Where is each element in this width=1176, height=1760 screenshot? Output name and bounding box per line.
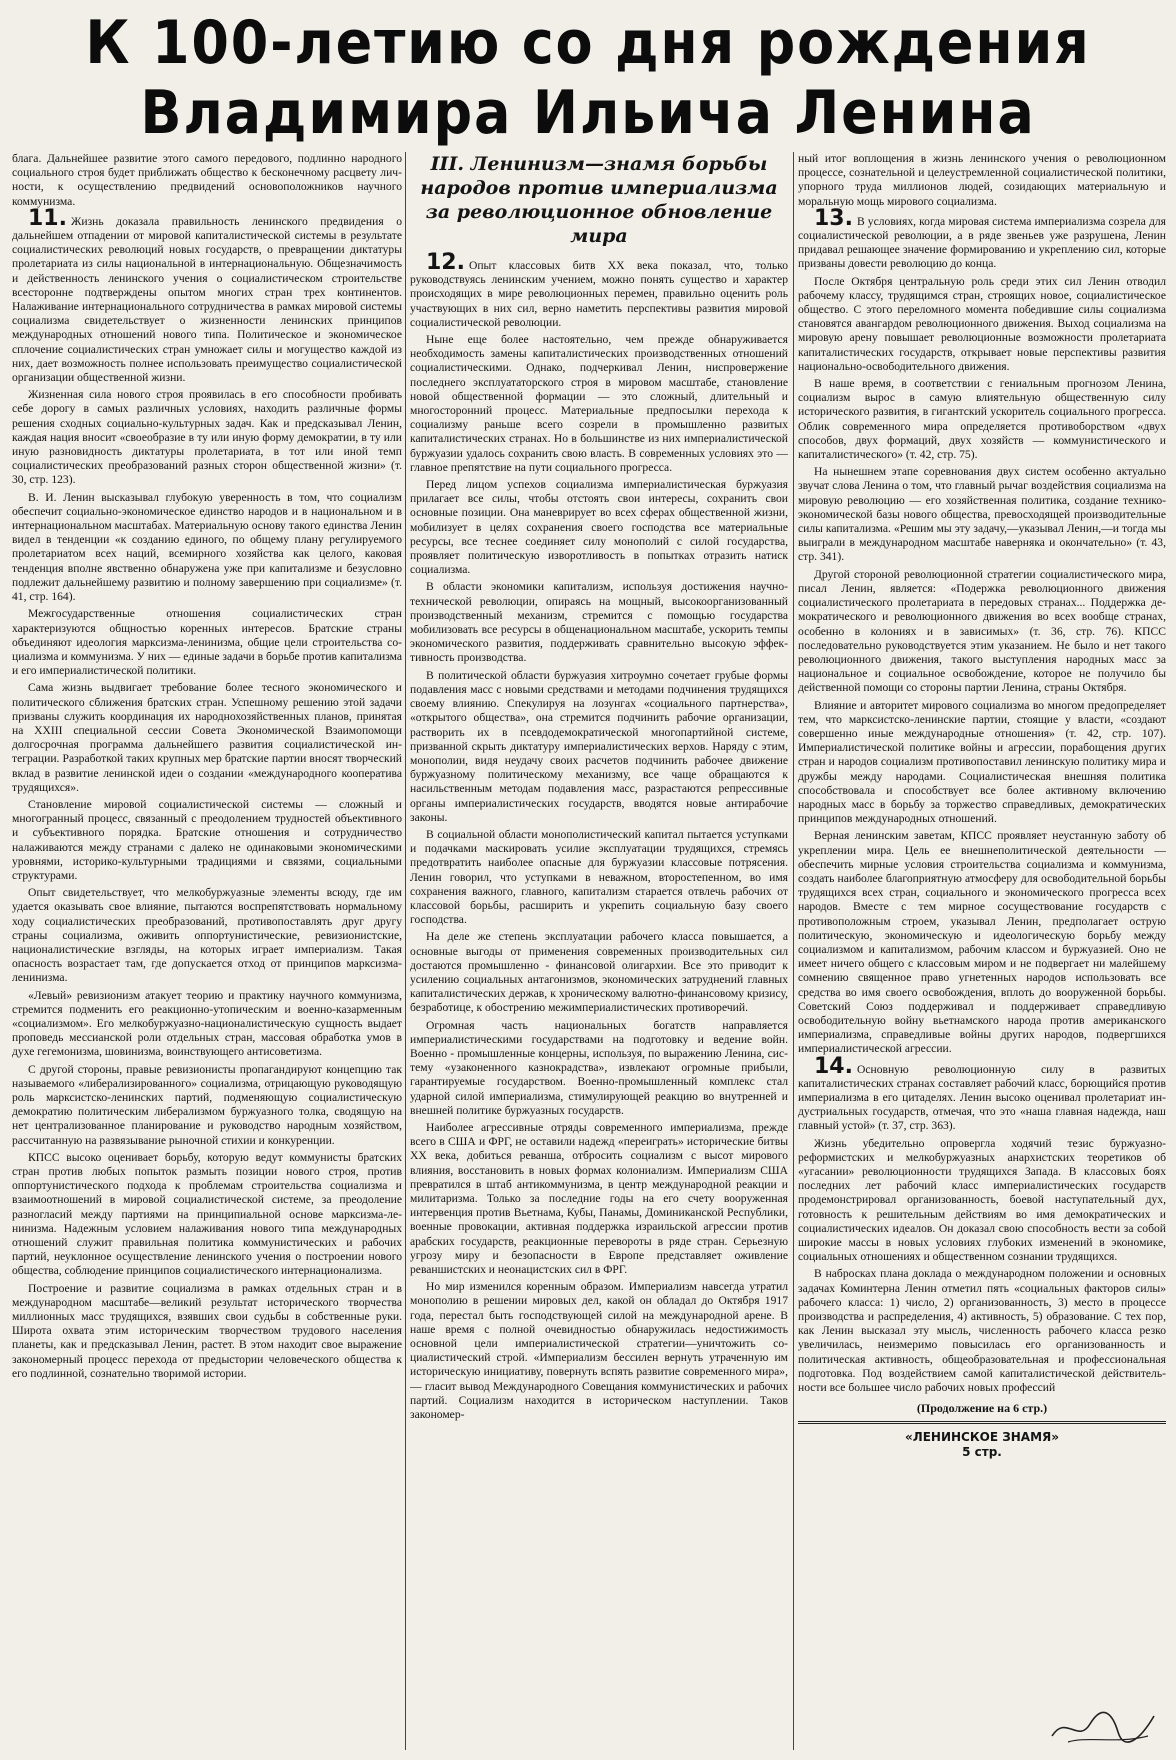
- paragraph-14: [798, 1053, 1166, 1134]
- paragraph: В политической области буржуазия хитроумно сочетает грубые формы подавления масс с новыми средствами и методами подчинения трудящихся своему влиянию. Спекулируя на лозунгах «социального партнерства», «открытого общества», она стремится подчинить рабочие организации, растворить их в псевдодемократической многопартийной системе, призванной скрыть диктатуру империалистических верхов. Наряду с этим, монополии, видя неудачу своих расчетов подчинить рабочее движение буржуазному политическому механизму, все чаще обращаются к насильственным методам подавления масс, разрастаются репрессивные органы империалистических государств, вводятся новые антирабочие законы.: [410, 668, 788, 824]
- paragraph: На нынешнем этапе соревнования двух систем особенно актуально звучат слова Ленина о том, что главный рычаг воздействия социализма на мировую революцию — его хозяйственная политика, создание технико-экономической базы нового общества, превосходящей производительные силы капитализма. «Решим мы эту задачу,—указывал Ленин,—и тогда мы выиграли в международном масштабе наверняка и окончательно» (т. 43, стр. 341).: [798, 465, 1166, 564]
- paragraph: Построение и развитие социализма в рамках отдельных стран и в международном масштабе—великий результат исторического творчества миллионных масс трудящихся, взявших свои судьбы в собственные руки. Широта охвата этим историческим творчеством трудового населения планеты, как и предсказывал Ленин, растет. В этом находит свое выражение закономерный процесс перехода от предыстории человеческого общества к его подлинной, сознательно творимой истории.: [12, 1281, 402, 1380]
- section-number: 14.: [814, 1053, 853, 1079]
- paragraph: В наше время, в соответствии с гениальным прогнозом Ленина, социализм вырос в самую влиятельную общественную силу исторического развития, в гигантский ускоритель социального прогресса. Облик современного мира определяется противоборством «двух способов, двух формаций, двух хозяйств — коммунистического и капиталистического» (т. 42, стр. 75).: [798, 377, 1166, 462]
- handwritten-signature: [1048, 1706, 1158, 1748]
- column-divider: [793, 152, 794, 1750]
- horizontal-rule: [798, 1421, 1166, 1424]
- column-1: [12, 152, 402, 1750]
- footer-page-number: 5 стр.: [962, 1445, 1002, 1460]
- section-title: III. Ленинизм—знамя борьбы народов против империализма за революционное обновление мира: [420, 153, 778, 247]
- paragraph: ный итог воплощения в жизнь ленинского учения о революционном процессе, сознательной и целеустремленной социалистической политики, упорного труда миллионов людей, созидающих материальную и моральную мощь мирового социализма.: [798, 152, 1166, 208]
- column-3: [798, 152, 1166, 1750]
- section-number: 13.: [814, 205, 853, 231]
- paragraph: КПСС высоко оценивает борьбу, которую ведут коммунисты братских стран против любых попыток размыть позиции нового строя, против оппортунистического подхода к проблемам строительства социализма и взаимоотношений в мировой социалистической системе, за преодоление разногласий между партиями на принципиальной основе марксизма-ленинизма. Надежным условием налаживания нового типа международных отношений служит правильная политика коммунистических и рабочих партий, неуклонное осуществление ленинского учения о построении нового общества, соблюдение принципов социалистического интернационализма.: [12, 1150, 402, 1278]
- paragraph: С другой стороны, правые ревизионисты пропагандируют концепцию так называемого «либерализированного» социализма, отрицающую руководящую роль марксистско-ленинских партий, подменяющую социалистическую демократию политическим либерализмом буржуазного толка, сводящую на нет централизованное планирование и руководство народным хозяйством, рассчитанную на развязывание рыночной стихии и конкуренции.: [12, 1062, 402, 1147]
- footer-paper-name: «ЛЕНИНСКОЕ ЗНАМЯ»: [904, 1430, 1060, 1445]
- paragraph: Жизнь убедительно опровергла ходячий тезис буржуазно-реформистских и мелкобуржуазных анархистских теоретиков об «угасании» революционности трудящихся Запада. В классовых боях последних лет рабочий класс империалистических государств продемонстрировал организованность, боевой наступательный дух, готовность к решительным действиям во имя демократических и социалистических идеалов. Он доказал свою способность вести за собой широкие массы в новых условиях глубоких изменений в экономике, социальных отношениях и общественном сознании трудящихся.: [798, 1136, 1166, 1264]
- paragraph-11: [12, 205, 402, 385]
- paragraph: В области экономики капитализм, используя достижения научно-технической революции, опираясь на мощный, высокоорганизованный производственный механизм, стремится с помощью государства мобилизовать все ресурсы в общенациональном масштабе, ускорить темпы экономического развития, поддерживать сравнительно высокую эффективность производства.: [410, 580, 788, 665]
- paragraph-text: Опыт классовых битв XX века показал, что, только руководствуясь ленинским учением, можно понять существо и характер происходящих в мире революционных перемен, правильно оценить роль участвующих в них сил, верно наметить перспективы развития мировой социалистической революции.: [410, 259, 788, 329]
- paragraph: Сама жизнь выдвигает требование более тесного экономического и политического сближения братских стран. Успешному решению этой задачи призваны служить координация их народнохозяйственных планов, принятая на XXIII специальной сессии Совета Экономической Взаимопомощи долгосрочная программа дальнейшего развития социалистической интеграции. Разработкой таких крупных мер братские партии вносят творческий вклад в развитие ленинской идеи о создании «международного кооператива трудящихся».: [12, 681, 402, 794]
- section-number: 11.: [28, 205, 67, 231]
- paragraph: «Левый» ревизионизм атакует теорию и практику научного коммунизма, стремится подменить его реакционно-утопическим и военно-казарменным «социализмом». Его мелкобуржуазно-националистическую сущность выдает проповедь мессианской роли отдельных стран, массовая обработка умов в духе гегемонизма, шовинизма, воинствующего антисоветизма.: [12, 988, 402, 1059]
- paragraph: Становление мировой социалистической системы — сложный и многогранный процесс, связанный с преодолением трудностей объективного и субъективного порядка. Братские отношения и сотрудничество налаживаются между странами с далеко не одинаковыми экономическими уровнями, историко-культурными традициями и связями, социальными структурами.: [12, 797, 402, 882]
- paragraph: Но мир изменился коренным образом. Империализм навсегда утратил монополию в решении мировых дел, какой он обладал до Октября 1917 года, перестал быть господствующей силой на международной арене. В наше время с полной очевидностью обнаружилась недостижимость основной цели империалистической стратегии—уничтожить социалистический строй. «Империализм бессилен вернуть утраченную им историческую инициативу, повернуть вспять развитие современного мира», — гласит вывод Международного Совещания коммунистических и рабочих партий. Социализм находится в историческом наступлении. Таков закономер-: [410, 1280, 788, 1422]
- paragraph: В набросках плана доклада о международном положении и основных задачах Коминтерна Ленин отметил пять «социальных факторов силы» рабочего класса: 1) число, 2) организованность, 3) место в процессе производства и распределения, 4) активность, 5) образование. С тех пор, как Ленин высказал эту мысль, численность рабочего класса резко увеличилась, неизмеримо повысилась его организованность и политическая активность, общеобразовательная и профессиональная подготовка. Под воздействием самой капиталистической действительности все большее число рабочих новых профессий: [798, 1267, 1166, 1395]
- paragraph: блага. Дальнейшее развитие этого самого передового, подлинно народного социального строя будет приближать общество к бесконечному расцвету личности, к осуществлению предвидений основоположников научного коммунизма.: [12, 152, 402, 208]
- column-2: [410, 152, 788, 1750]
- headline: [59, 8, 1117, 148]
- paragraph: Огромная часть национальных богатств направляется империалистическими государствами на подготовку и ведение войн. Военно - промышленные концерны, используя, по выражению Ленина, систему «узаконенного казнокрадства», извлекают огромные прибыли, гарантируемые государством. Военно-промышленный комплекс стал ударной силой империализма, стимулирующей реакцию во внутренней и внешней политике буржуазных государств.: [410, 1018, 788, 1117]
- headline-line-1: К 100-летию со дня рождения: [85, 8, 1091, 78]
- paragraph: Верная ленинским заветам, КПСС проявляет неустанную заботу об укреплении мира. Цель ее внешнеполитической деятельности — обеспечить мирные условия строительства социализма и коммунизма, создать наиболее благоприятную атмосферу для освободительной борьбы трудящихся всех стран, социального и экономического прогресса всех народов. Вместе с тем мирное сосуществование государств с противоположным строем, указывал Ленин, предполагает острую политическую, экономическую и идеологическую борьбу между социализмом и капитализмом, рабочим классом и буржуазией. Оно не имеет ничего общего с классовым миром и не подвергает ни малейшему сомнению священное право угнетенных народов использовать все средства во имя своего освобождения, вплоть до вооруженной борьбы. Советский Союз поддерживал и поддерживает справедливую освободительную войну вьетнамского народа против американского империализма, справедливые войны других народов, подвергшихся империалистической агрессии.: [798, 829, 1166, 1056]
- column-divider: [405, 152, 406, 1750]
- paragraph: На деле же степень эксплуатации рабочего класса повышается, а основные выгоды от применения современных производительных сил достаются промышленно - финансовой олигархии. Все это приводит к усилению социальных антагонизмов, экономических затруднений главных капиталистических держав, к хроническому валютно-финансовому кризису, безработице, к обострению межимпериалистических противоречий.: [410, 930, 788, 1015]
- paragraph: Наиболее агрессивные отряды современного империализма, прежде всего в США и ФРГ, не оставили надежд «переиграть» исторические битвы XX века, добиться реванша, отбросить социализм с высот мирового влияния, восстановить в новых формах колониализм. Империализм США превратился в штаб антикоммунизма, в центр международной реакции и милитаризма. Только за последние годы на его счету вооруженная интервенция против Вьетнама, Кубы, Панамы, Доминиканской Республики, военные провокации, активная поддержка израильской агрессии против арабских государств, реакционные перевороты в ряде стран. Серьезную угрозу миру и безопасности в Европе представляет оживление реваншистских и неонацистских сил в ФРГ.: [410, 1120, 788, 1277]
- paragraph: Ныне еще более настоятельно, чем прежде обнаруживается необходимость замены капиталистических производственных отношений социалистическими. Однако, подчеркивал Ленин, ниспровержение последнего эксплуататорского строя в мировом масштабе, становление новой общественной формации — это сложный, длительный и многосторонний процесс. Материальные предпосылки перехода к социализму раньше всего созрели в промышленно развитых капиталистических странах. Но в большинстве из них империалистической буржуазии удалось сохранить свою власть. В современных условиях это — главное препятствие на пути социального прогресса.: [410, 333, 788, 474]
- section-number: 12.: [426, 250, 465, 275]
- paragraph: В. И. Ленин высказывал глубокую уверенность в том, что социализм обеспечит социально-экономическое единство народов и в национальном и в интернациональном масштабах. Материальную основу такого единства Ленин видел в тенденции «к созданию единого, по общему плану регулируемого пролетариатом всех наций, всемирного хозяйства как целого, каковая тенденция вполне явственно обнаружена уже при капитализме и безусловно подлежит дальнейшему развитию и полному завершению при социализме» (т. 41, стр. 164).: [12, 490, 402, 604]
- paragraph: Межгосударственные отношения социалистических стран характеризуются общностью коренных интересов. Братские страны объединяют идеология марксизма-ленинизма, общие цели строительства социализма и коммунизма. У них — единые задачи в борьбе против капитализма и его империалистической политики.: [12, 607, 402, 678]
- paragraph: После Октября центральную роль среди этих сил Ленин отводил рабочему классу, трудящимся стран, строящих новое, социалистическое общество. С этого переломного момента победившие силы социализма становятся авангардом революционного движения. Выход социализма на мировую арену повышает революционные возможности пролетариата капиталистических государств, открывает новые перспективы развития национально-освободительного движения.: [798, 274, 1166, 373]
- paragraph-text: Основную революционную силу в развитых капиталистических странах составляет рабочий класс, борющийся против империализма в его цитаделях. Ленин высоко оценивал пролетариат индустриальных государств, отмечая, что это «наша главная надежда, наш главный устой» (т. 37, стр. 363).: [798, 1062, 1166, 1133]
- continuation-note: (Продолжение на 6 стр.): [916, 1401, 1048, 1416]
- paragraph-text: В условиях, когда мировая система империализма созрела для социалистической революции, а в ряде звеньев уже разрушена, Ленин придавал решающее значение формированию и укреплению сил, которые призваны довести революцию до конца.: [798, 214, 1166, 271]
- headline-line-2: Владимира Ильича Ленина: [140, 78, 1036, 148]
- paragraph: Влияние и авторитет мирового социализма во многом предопределяет тем, что марксистско-ленинские партии, стоящие у власти, «создают совершенно иные международные отношения» (т. 42, стр. 107). Империалистической политике войны и агрессии, порабощения других стран и народов социализм противопоставил ленинскую политику мира и дружбы между народами. Социалистическая внешняя политика способствовала и способствует все более активному включению народных масс в борьбу за торжество справедливых, демократических принципов международных отношений.: [798, 698, 1166, 826]
- paragraph-13: [798, 205, 1166, 272]
- paragraph-text: Жизнь доказала правильность ленинского предвидения о дальнейшем отпадении от мировой капиталистической системы в результате социалистических революций новых государств, о превращении диктатуры пролетариата из силы национальной в интернациональную. Общезначимость и действенность ленинского учения о социалистическом строительстве всесторонне подтверждены опытом многих стран трех континентов. Налаживание интернационального сотрудничества в рамках мировой системы социализма свидетельствует о жизненности ленинских принципов международных отношений нового типа. Политическое и экономическое сплочение социалистических стран умножает силы и могущество каждой из них, дает возможность полнее использовать преимущество социалистической организации общественной жизни.: [12, 214, 402, 385]
- paragraph: Жизненная сила нового строя проявилась в его способности пробивать себе дорогу в самых различных условиях, находить различные формы решения сходных социально-культурных задач. Как и предсказывал Ленин, каждая нация вносит «своеобразие в ту или иную форму демократии, в ту или иную разновидность диктатуры пролетариата, в тот или иной темп социалистических преобразований разных сторон общественной жизни» (т. 30, стр. 123).: [12, 388, 402, 487]
- paragraph: Перед лицом успехов социализма империалистическая буржуазия прилагает все силы, чтобы отстоять свои интересы, сохранить свои основные позиции. Она маневрирует во всех сферах общественной жизни, мобилизует в целях сохранения своего господства все материальные ресурсы, все теснее соединяет силу монополий с силой государства, проявляет политическую изворотливость в попытках отразить натиск социализма.: [410, 478, 788, 577]
- paragraph: Другой стороной революционной стратегии социалистического мира, писал Ленин, является: «Подержка революционного движения социалистического пролетариата в передовых странах... Поддержка демократического и революционного движения во всех вообще странах, особенно в колониях и в зависимых» (т. 36, стр. 76). КПСС последовательно руководствуется этим указанием. Не было и нет такого революционного движения, такого выступления народных масс за национальное и социальное освобождение, которое не получило бы действенной помощи со стороны партии Ленина, страны Октября.: [798, 567, 1166, 695]
- paragraph: В социальной области монополистический капитал пытается уступками и подачками маскировать усилие эксплуатации трудящихся, стремясь предотвратить наиболее опасные для буржуазии классовые потрясения. Ленин говорил, что уступками в неважном, второстепенном, во имя сохранения важного, главного, капитализм старается отвлечь рабочих от классовой борьбы, расширить и укрепить социальную базу своего господства.: [410, 827, 788, 927]
- paragraph: Опыт свидетельствует, что мелкобуржуазные элементы всюду, где им удается оказывать свое влияние, пытаются воспрепятствовать нормальному ходу социалистических преобразований, противопоставлять друг другу страны социализма, оживить оппортунистические, ревизионистские, националистические взгляды, на которых играет империализм. Такая опасность возрастает там, где допускается отход от принципов марксизма-ленинизма.: [12, 886, 402, 985]
- paragraph-12: [410, 250, 788, 330]
